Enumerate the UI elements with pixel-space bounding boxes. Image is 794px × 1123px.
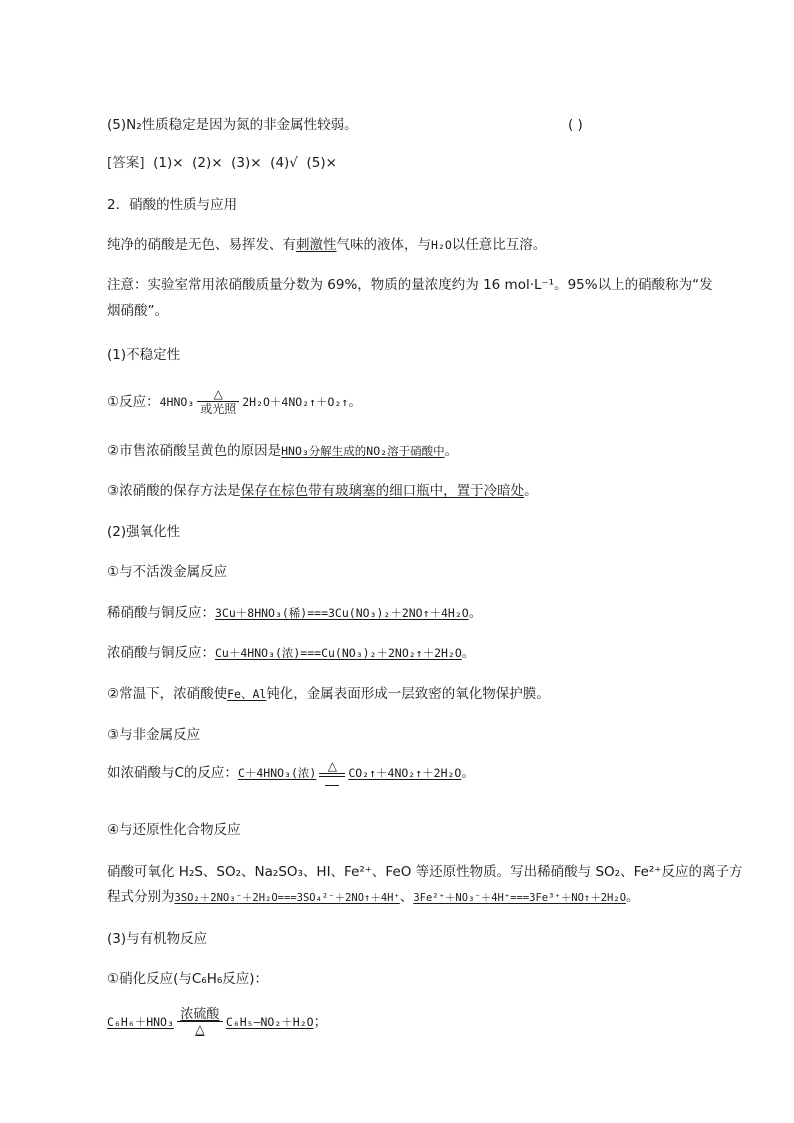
paragraph-pure-nitric-acid — [107, 235, 546, 255]
concentrated-copper-reaction — [107, 643, 475, 663]
nitration-reactants: C₆H₆＋HNO₃ — [107, 1015, 174, 1029]
sulfuric-acid-catalyst: 浓硫酸 — [180, 1007, 220, 1022]
p1-text-e: 以任意比互溶。 — [451, 237, 547, 253]
answer-text: (1)× (2)× (3)× (4)√ (5)× — [144, 155, 337, 171]
fe2-ionic-equation: 3Fe²⁺＋NO₃⁻＋4H⁺===3Fe³⁺＋NO↑＋2H₂O — [413, 892, 627, 904]
yellow-end: 。 — [444, 443, 459, 459]
carbon-equal-bar-1 — [319, 773, 345, 774]
heading-nonmetals: ③与非金属反应 — [107, 727, 201, 743]
light-condition: 或光照 — [200, 402, 237, 416]
yellow-color-reason — [107, 441, 458, 461]
nitration-reaction — [107, 1008, 327, 1046]
nitration-end: ； — [313, 1014, 328, 1030]
carbon-equal-bar-3 — [325, 785, 339, 786]
answer-line — [107, 153, 337, 173]
storage-end: 。 — [524, 483, 538, 499]
note-line-1: 注意：实验室常用浓硝酸质量分数为 69%，物质的量浓度约为 16 mol·L⁻¹。95%以上的硝酸称为“发 — [107, 277, 713, 293]
answer-blank: ( ) — [568, 117, 583, 133]
reaction-condition — [197, 388, 239, 416]
reducing-end: 。 — [626, 889, 640, 905]
nitration-condition — [177, 1008, 223, 1036]
passivation-text-a: ②常温下，浓硝酸使 — [107, 686, 228, 702]
dilute-end: 。 — [468, 605, 483, 621]
p1-text-a: 纯净的硝酸是无色、易挥发、有 — [107, 237, 296, 253]
passivation — [107, 684, 550, 704]
so2-ionic-equation: 3SO₂＋2NO₃⁻＋2H₂O===3SO₄²⁻＋2NO↑＋4H⁺ — [174, 892, 400, 904]
reaction-label: ①反应： — [107, 394, 160, 410]
reducing-separator: 、 — [399, 889, 414, 905]
question-5-text: (5)N₂性质稳定是因为氮的非金属性较弱。 — [107, 117, 358, 133]
reducing-text: 程式分别为 — [107, 889, 175, 905]
yellow-text: ②市售浓硝酸呈黄色的原因是 — [107, 443, 282, 459]
reaction-end: 。 — [348, 394, 362, 410]
note-line-2: 烟硝酸”。 — [107, 303, 168, 319]
storage-text: ③浓硝酸的保存方法是 — [107, 483, 241, 499]
carbon-end: 。 — [461, 765, 475, 781]
concentrated-end: 。 — [461, 645, 476, 661]
nitration-heat-symbol: △ — [195, 1022, 205, 1036]
dilute-copper-reaction — [107, 603, 482, 623]
dilute-label: 稀硝酸与铜反应： — [107, 605, 215, 621]
reaction-reactant: 4HNO₃ — [159, 395, 195, 409]
storage-method — [107, 481, 538, 501]
reaction-products: 2H₂O＋4NO₂↑＋O₂↑ — [242, 395, 349, 409]
passivation-text-c: 钝化，金属表面形成一层致密的氧化物保护膜。 — [266, 686, 550, 702]
carbon-equal-bar-2 — [319, 776, 345, 777]
heat-symbol: △ — [213, 387, 223, 401]
reducing-line-1: 硝酸可氧化 H₂S、SO₂、Na₂SO₃、HI、Fe²⁺、FeO 等还原性物质。写出稀硝酸与 SO₂、Fe²⁺反应的离子方 — [107, 864, 743, 880]
carbon-reaction — [107, 760, 475, 800]
reducing-line-2 — [107, 887, 640, 908]
carbon-heat-symbol: △ — [327, 759, 337, 773]
heading-reducing-compounds: ④与还原性化合物反应 — [107, 822, 241, 838]
section-2-title: 2．硝酸的性质与应用 — [107, 197, 238, 213]
storage-answer: 保存在棕色带有玻璃塞的细口瓶中，置于冷暗处 — [240, 483, 525, 499]
heading-nitration: ①硝化反应(与C₆H₆反应)： — [107, 971, 269, 987]
heading-organic: (3)与有机物反应 — [107, 931, 208, 947]
passivation-metals: Fe、Al — [227, 687, 267, 701]
answer-tag: [答案] — [107, 155, 145, 171]
concentrated-equation: Cu＋4HNO₃(浓)===Cu(NO₃)₂＋2NO₂↑＋2H₂O — [215, 646, 462, 660]
nitration-products: C₆H₅—NO₂＋H₂O — [225, 1015, 314, 1029]
concentrated-label: 浓硝酸与铜反应： — [107, 645, 215, 661]
p1-water: H₂O — [431, 238, 452, 252]
decomposition-reaction — [107, 388, 362, 422]
heading-instability: (1)不稳定性 — [107, 347, 181, 363]
dilute-equation: 3Cu＋8HNO₃(稀)===3Cu(NO₃)₂＋2NO↑＋4H₂O — [215, 606, 469, 620]
carbon-condition — [319, 760, 345, 786]
carbon-label: 如浓硝酸与C的反应： — [107, 765, 238, 781]
heading-inactive-metals: ①与不活泼金属反应 — [107, 564, 228, 580]
question-5 — [107, 115, 358, 135]
carbon-reactants: C＋4HNO₃(浓) — [237, 766, 317, 780]
yellow-answer: HNO₃分解生成的NO₂溶于硝酸中 — [281, 444, 445, 458]
p1-blank-irritating: 刺激性 — [296, 237, 337, 253]
heading-oxidizing: (2)强氧化性 — [107, 524, 181, 540]
p1-text-c: 气味的液体，与 — [336, 237, 431, 253]
carbon-products: CO₂↑＋4NO₂↑＋2H₂O — [348, 766, 462, 780]
